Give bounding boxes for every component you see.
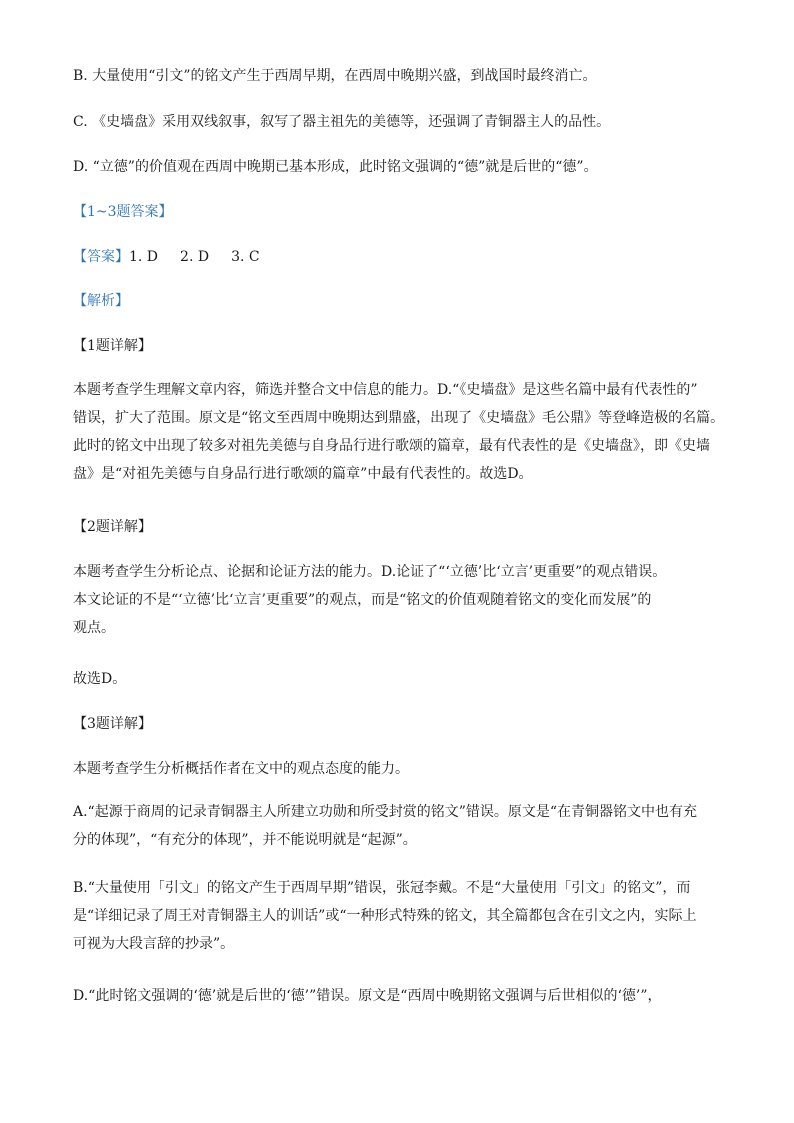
q3-option-d: D.“此时铭文强调的‘德’就是后世的‘德’”错误。原文是“西周中晚期铭文强调与后世相似的‘德’”，	[73, 988, 662, 1004]
q2-conclusion: 故选D。	[73, 671, 127, 687]
q3-b-line: 是“详细记录了周王对青铜器主人的训话”或“一种形式特殊的铭文，其全篇都包含在引文之内，实际上	[73, 908, 697, 924]
q2-line: 本文论证的不是“‘立德’比‘立言’更重要”的观点，而是“铭文的价值观随着铭文的变化而发展”的	[73, 592, 652, 608]
q2-heading: 【2题详解】	[73, 519, 152, 535]
answer-1: 1. D	[129, 249, 159, 265]
answer-label: 【答案】	[73, 249, 129, 265]
option-b-line: B. 大量使用“引文”的铭文产生于西周早期，在西周中晚期兴盛，到战国时最终消亡。	[73, 68, 597, 84]
q3-heading: 【3题详解】	[73, 716, 152, 732]
q3-option-b	[73, 874, 733, 958]
q3-b-line: 可视为大段言辞的抄录”。	[73, 936, 235, 952]
q3-option-a	[73, 798, 733, 854]
q2-line: 本题考查学生分析论点、论据和论证方法的能力。D.论证了“‘立德’比‘立言’更重要”的观点错误。	[73, 564, 667, 580]
answer-line	[73, 247, 733, 267]
q3-b-line: B.“大量使用「引文」的铭文产生于西周早期”错误，张冠李戴。不是“大量使用「引文」的铭文”，而	[73, 880, 691, 896]
answer-2: 2. D	[180, 249, 210, 265]
option-c-line: C. 《史墙盘》采用双线叙事，叙写了器主祖先的美德等，还强调了青铜器主人的品性。	[73, 114, 611, 130]
q1-line: 错误，扩大了范围。原文是“铭文至西周中晚期达到鼎盛，出现了《史墙盘》毛公鼎》等登峰造极的名篇。	[73, 410, 725, 426]
q3-a-line: 分的体现”，“有充分的体现”，并不能说明就是“起源”。	[73, 832, 417, 848]
answer-3: 3. C	[231, 249, 260, 265]
q1-heading: 【1题详解】	[73, 338, 152, 354]
q1-line: 此时的铭文中出现了较多对祖先美德与自身品行进行歌颂的篇章，最有代表性的是《史墙盘》，即《史墙	[73, 438, 710, 454]
q2-line: 观点。	[73, 620, 115, 636]
answers-heading: 【1~3题答案】	[73, 204, 173, 220]
q1-line: 本题考查学生理解文章内容，筛选并整合文中信息的能力。D.“《史墙盘》是这些名篇中最有代表性的”	[73, 382, 698, 398]
option-d-line: D. “立德”的价值观在西周中晚期已基本形成，此时铭文强调的“德”就是后世的“德”。	[73, 159, 598, 175]
analysis-heading: 【解析】	[73, 293, 129, 309]
q1-paragraph	[73, 376, 733, 488]
q3-a-line: A.“起源于商周的记录青铜器主人所建立功勋和所受封赏的铭文”错误。原文是“在青铜器铭文中也有充	[73, 804, 698, 820]
q1-line: 盘》是“对祖先美德与自身品行进行歌颂的篇章”中最有代表性的。故选D。	[73, 466, 533, 482]
q2-paragraph	[73, 558, 733, 642]
q3-intro: 本题考查学生分析概括作者在文中的观点态度的能力。	[73, 761, 409, 777]
